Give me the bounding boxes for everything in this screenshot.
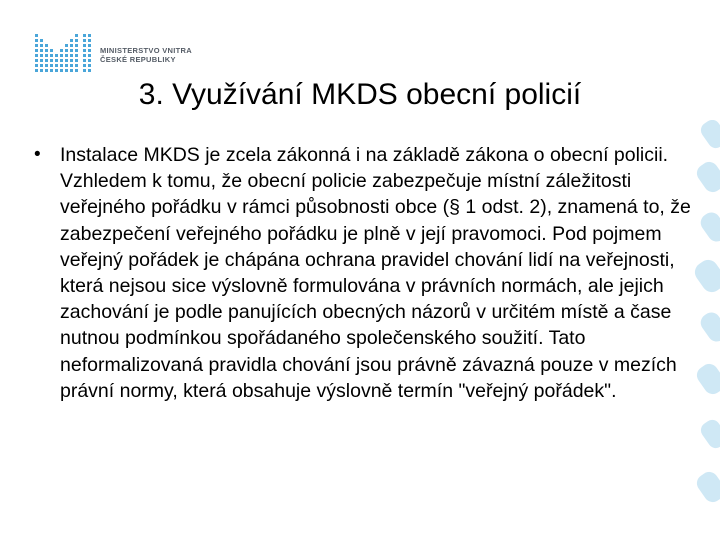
- logo-mark-icon: [35, 34, 91, 72]
- logo-text: [100, 46, 192, 64]
- slide-content: [34, 142, 694, 404]
- bullet-item: [34, 142, 694, 404]
- bullet-marker: •: [34, 144, 41, 165]
- bullet-text: Instalace MKDS je zcela zákonná i na základě zákona o obecní policii. Vzhledem k tomu, že obecní policie zabezpečuje místní záležitosti veřejného pořádku v rámci působnosti obce (§ 1 odst. 2), znamená to, že zabezpečení veřejného pořádku je plně v její pravomoci. Pod pojmem veřejný pořádek je chápána ochrana pravidel chování lidí na veřejnosti, která nejsou sice výslovně formulována v právních normách, ale jejich zachování je podle panujících obecných názorů v určitém místě a čase nutnou podmínkou spořádaného společenského soužití. Tato neformalizovaná pravidla chování jsou právně závazná pouze v mezích právní normy, která obsahuje výslovně termín "veřejný pořádek".: [60, 144, 691, 402]
- logo-line-2: ČESKÉ REPUBLIKY: [100, 55, 176, 64]
- logo-line-1: MINISTERSTVO VNITRA: [100, 46, 192, 55]
- slide-title: 3. Využívání MKDS obecní policií: [138, 78, 582, 111]
- decorative-pattern-icon: [690, 120, 720, 540]
